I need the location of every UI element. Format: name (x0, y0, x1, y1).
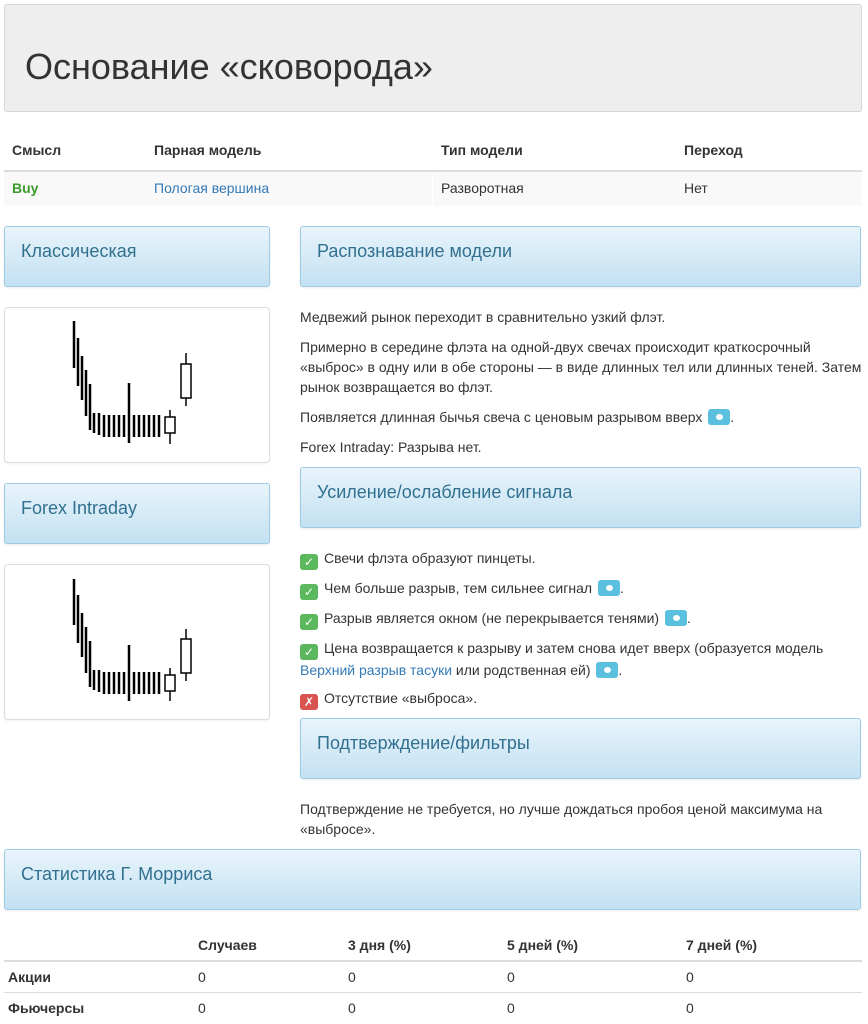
cross-icon: ✗ (300, 694, 318, 710)
col-header-paired: Парная модель (154, 142, 262, 158)
stats-cell: 0 (348, 969, 356, 985)
forex-panel-title: Forex Intraday (21, 498, 138, 518)
recognition-p1: Медвежий рынок переходит в сравнительно узкий флэт. (300, 309, 666, 325)
stats-row-rule (4, 992, 862, 993)
stats-cell: 0 (198, 969, 206, 985)
comment-icon[interactable] (596, 662, 618, 678)
recognition-p3-text: Появляется длинная бычья свеча с ценовым разрывом вверх (300, 409, 703, 425)
stats-header-rule (4, 960, 862, 962)
page-header (4, 4, 862, 112)
check-icon: ✓ (300, 614, 318, 630)
check-icon: ✓ (300, 644, 318, 660)
col-header-type: Тип модели (441, 142, 523, 158)
signal-item-text: Отсутствие «выброса». (324, 690, 478, 706)
recognition-p2: Примерно в середине флэта на одной-двух свечах происходит краткосрочный «выброс» в одну или в обе стороны — в виде длинных тел или длинных теней. Затем рынок возвращается во флэт. (300, 339, 862, 395)
signal-item-text: Чем больше разрыв, тем сильнее сигнал (324, 580, 593, 596)
forex-candles-image (5, 565, 269, 719)
check-icon: ✓ (300, 584, 318, 600)
model-type-value: Разворотная (441, 180, 524, 196)
comment-icon[interactable] (665, 610, 687, 626)
transition-value: Нет (684, 180, 708, 196)
classic-panel-title: Классическая (21, 241, 137, 261)
paired-model-link[interactable]: Пологая вершина (154, 180, 270, 196)
signal-panel-title: Усиление/ослабление сигнала (317, 482, 573, 502)
forex-chart (4, 564, 270, 720)
stats-cell: 0 (686, 969, 694, 985)
forex-panel-header (4, 483, 270, 544)
signal-item-text: Разрыв является окном (не перекрывается тенями) (324, 610, 660, 626)
stats-row-label: Акции (8, 969, 51, 985)
cell-divider (432, 172, 433, 206)
signal-item: ✓ Разрыв является окном (не перекрывается тенями) . (300, 608, 862, 630)
confirm-panel-header (300, 718, 861, 779)
signal-item: ✓ Чем больше разрыв, тем сильнее сигнал . (300, 578, 862, 600)
confirm-panel-title: Подтверждение/фильтры (317, 733, 530, 753)
stats-panel-title: Статистика Г. Морриса (21, 864, 213, 884)
recognition-p3: Появляется длинная бычья свеча с ценовым разрывом вверх . (300, 409, 735, 425)
page-title: Основание «сковорода» (25, 46, 433, 87)
signal-item (300, 688, 862, 710)
stats-col-header: 3 дня (%) (348, 937, 411, 953)
check-icon: ✓ (300, 554, 318, 570)
stats-row-label: Фьючерсы (8, 1000, 85, 1016)
recognition-panel-header (300, 226, 861, 287)
signal-item-text-after: или родственная ей) (455, 662, 591, 678)
stats-cell: 0 (198, 1000, 206, 1016)
col-header-transition: Переход (684, 142, 743, 158)
comment-icon[interactable] (598, 580, 620, 596)
classic-chart (4, 307, 270, 463)
classic-panel-header (4, 226, 270, 287)
stats-col-header: 7 дней (%) (686, 937, 758, 953)
signal-item (300, 548, 862, 570)
upper-tasuki-gap-link[interactable]: Верхний разрыв тасуки (300, 662, 453, 678)
stats-cell: 0 (348, 1000, 356, 1016)
stats-panel-header (4, 849, 861, 910)
signal-item-text: Цена возвращается к разрыву и затем снова идет вверх (образуется модель (324, 640, 824, 656)
recognition-p4: Forex Intraday: Разрыва нет. (300, 439, 482, 455)
signal-panel-header (300, 467, 861, 528)
classic-candles-image (5, 308, 269, 462)
col-header-meaning: Смысл (12, 142, 62, 158)
stats-col-header: Случаев (198, 937, 257, 953)
stats-cell: 0 (507, 1000, 515, 1016)
recognition-panel-title: Распознавание модели (317, 241, 513, 261)
stats-cell: 0 (507, 969, 515, 985)
stats-col-header: 5 дней (%) (507, 937, 579, 953)
signal-item-text: Свечи флэта образуют пинцеты. (324, 550, 536, 566)
comment-icon[interactable] (708, 409, 730, 425)
summary-row (4, 170, 862, 206)
signal-item: ✓ Цена возвращается к разрыву и затем снова идет вверх (образуется модель Верхний разрыв тасуки или родственная ей) . (300, 640, 824, 678)
stats-cell: 0 (686, 1000, 694, 1016)
meaning-value: Buy (12, 180, 39, 196)
confirm-text: Подтверждение не требуется, но лучше дождаться пробоя ценой максимума на «выбросе». (300, 801, 823, 837)
